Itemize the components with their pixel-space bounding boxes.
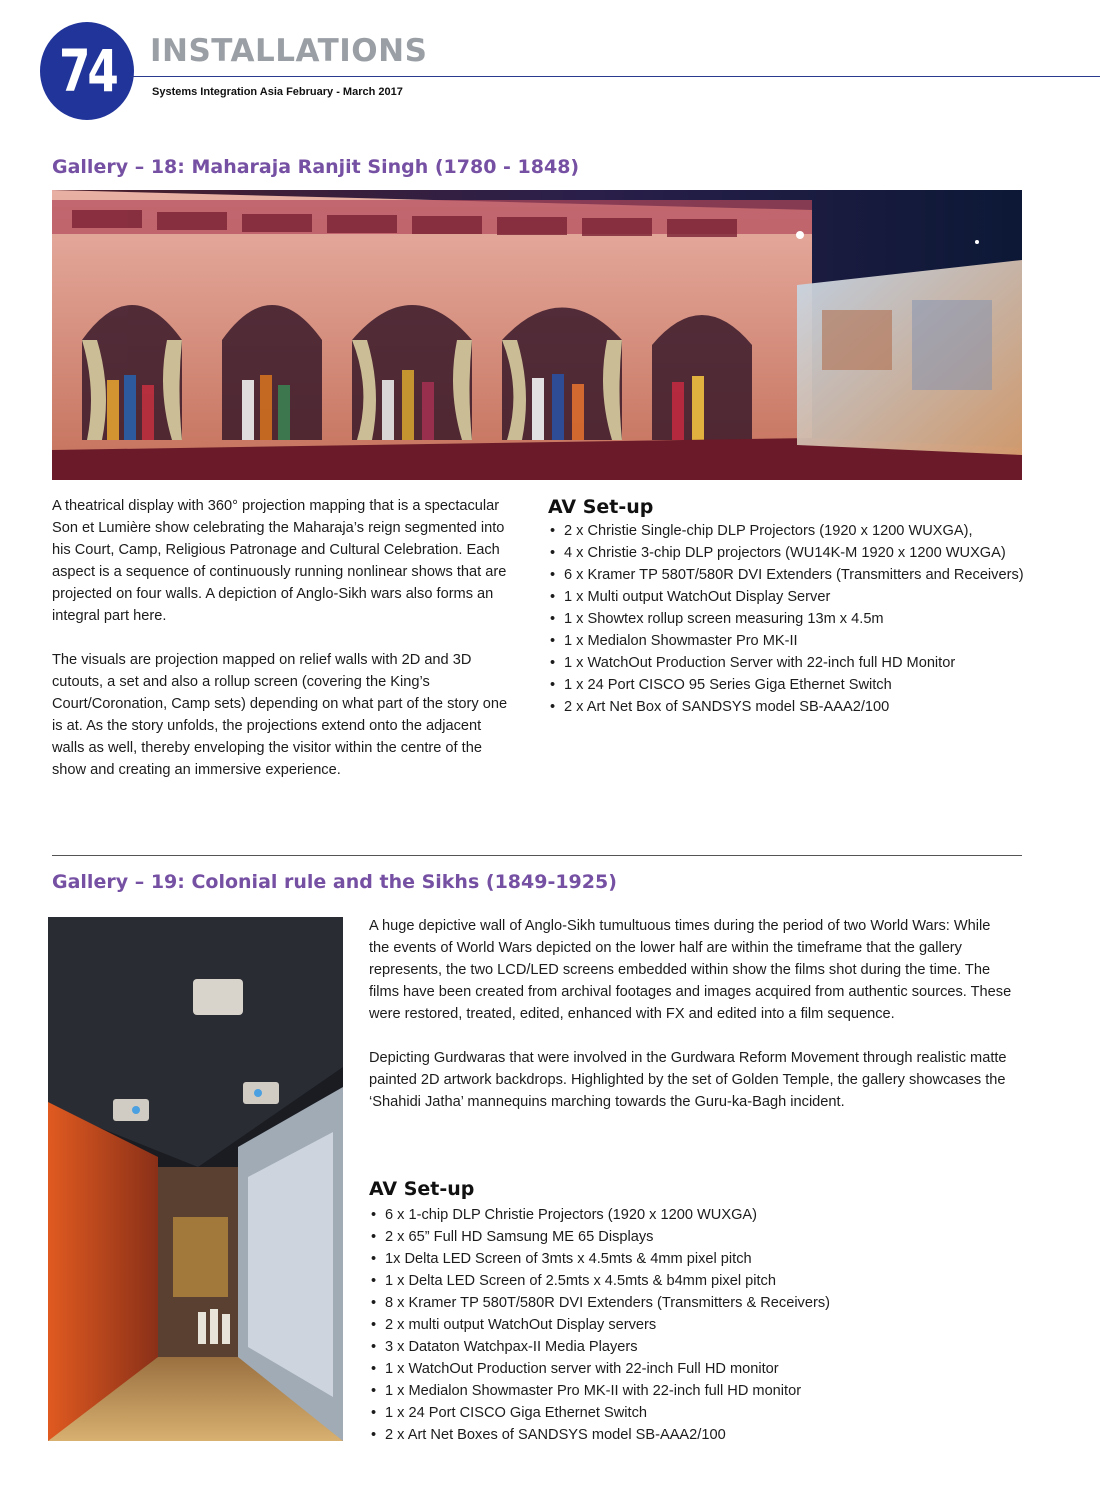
gallery-19-paragraph-2: Depicting Gurdwaras that were involved in the Gurdwara Reform Movement through realistic matte painted 2D artwork backdrops. Highlighted by the set of Golden Temple, the gallery showcases the ‘Shahidi Jatha’ mannequins marching towards the Guru-ka-Bagh incident. xyxy=(369,1050,1007,1110)
section-divider xyxy=(52,855,1022,856)
gallery-19-description xyxy=(369,915,1014,1113)
issue-line: Systems Integration Asia February - March 2017 xyxy=(152,86,403,98)
gallery-19-av-title: AV Set-up xyxy=(369,1178,475,1200)
gallery-19-paragraph-1: A huge depictive wall of Anglo-Sikh tumultuous times during the period of two World Wars: While the events of World Wars depicted on the lower half are within the timeframe that the gallery represents, the two LCD/LED screens embedded within show the films shot during the time. The films have been created from archival footages and images acquired from authentic sources. These were restored, treated, edited, enhanced with FX and edited into a film sequence. xyxy=(369,918,1012,1022)
page-number: 74 xyxy=(58,37,116,105)
list-item: • 4 x Christie 3-chip DLP projectors (WU14K-M 1920 x 1200 WUXGA) xyxy=(548,542,1028,564)
list-item: • 1 x Medialon Showmaster Pro MK-II xyxy=(548,630,1028,652)
list-item: • 1x Delta LED Screen of 3mts x 4.5mts & 4mm pixel pitch xyxy=(369,1248,1009,1270)
list-item: • 1 x Showtex rollup screen measuring 13m x 4.5m xyxy=(548,608,1028,630)
gallery-18-paragraph-1: A theatrical display with 360° projection mapping that is a spectacular Son et Lumière show celebrating the Maharaja’s reign segmented into his Court, Camp, Religious Patronage and Cultural Celebration. Each aspect is a sequence of continuously running nonlinear shows that are projected on four walls. A depiction of Anglo-Sikh wars also forms an integral part here. xyxy=(52,498,507,624)
gallery-19-photo xyxy=(48,917,343,1441)
gallery-19-av-list xyxy=(369,1204,1009,1446)
gallery-18-illustration xyxy=(52,190,1022,480)
list-item: • 1 x 24 Port CISCO Giga Ethernet Switch xyxy=(369,1402,1009,1424)
list-item: • 2 x 65” Full HD Samsung ME 65 Displays xyxy=(369,1226,1009,1248)
list-item: • 1 x Delta LED Screen of 2.5mts x 4.5mts & b4mm pixel pitch xyxy=(369,1270,1009,1292)
gallery-18-paragraph-2: The visuals are projection mapped on relief walls with 2D and 3D cutouts, a set and also a rollup screen (covering the King’s Court/Coronation, Camp sets) depending on what part of the story one is at. As the story unfolds, the projections extend onto the adjacent walls as well, thereby enveloping the visitor within the centre of the show and creating an immersive experience. xyxy=(52,652,508,778)
gallery-19-heading: Gallery – 19: Colonial rule and the Sikhs (1849-1925) xyxy=(52,871,617,893)
list-item: • 1 x Medialon Showmaster Pro MK-II with 22-inch full HD monitor xyxy=(369,1380,1009,1402)
list-item: • 2 x Christie Single-chip DLP Projectors (1920 x 1200 WUXGA), xyxy=(548,520,1028,542)
gallery-18-photo xyxy=(52,190,1022,480)
gallery-18-description xyxy=(52,495,517,781)
list-item: • 8 x Kramer TP 580T/580R DVI Extenders (Transmitters & Receivers) xyxy=(369,1292,1009,1314)
list-item: • 1 x 24 Port CISCO 95 Series Giga Ethernet Switch xyxy=(548,674,1028,696)
gallery-18-heading: Gallery – 18: Maharaja Ranjit Singh (1780 - 1848) xyxy=(52,156,580,178)
list-item: • 1 x WatchOut Production server with 22-inch Full HD monitor xyxy=(369,1358,1009,1380)
gallery-19-illustration xyxy=(48,917,343,1441)
list-item: • 6 x Kramer TP 580T/580R DVI Extenders (Transmitters and Receivers) xyxy=(548,564,1028,586)
list-item: • 1 x Multi output WatchOut Display Server xyxy=(548,586,1028,608)
list-item: • 2 x Art Net Boxes of SANDSYS model SB-AAA2/100 xyxy=(369,1424,1009,1446)
header-rule xyxy=(130,76,1100,77)
page-number-badge xyxy=(40,22,134,120)
section-title: INSTALLATIONS xyxy=(150,33,428,69)
list-item: • 2 x Art Net Box of SANDSYS model SB-AAA2/100 xyxy=(548,696,1028,718)
gallery-18-av-title: AV Set-up xyxy=(548,496,654,518)
list-item: • 3 x Dataton Watchpax-II Media Players xyxy=(369,1336,1009,1358)
list-item: • 1 x WatchOut Production Server with 22-inch full HD Monitor xyxy=(548,652,1028,674)
list-item: • 6 x 1-chip DLP Christie Projectors (1920 x 1200 WUXGA) xyxy=(369,1204,1009,1226)
list-item: • 2 x multi output WatchOut Display servers xyxy=(369,1314,1009,1336)
gallery-18-av-list xyxy=(548,520,1028,718)
